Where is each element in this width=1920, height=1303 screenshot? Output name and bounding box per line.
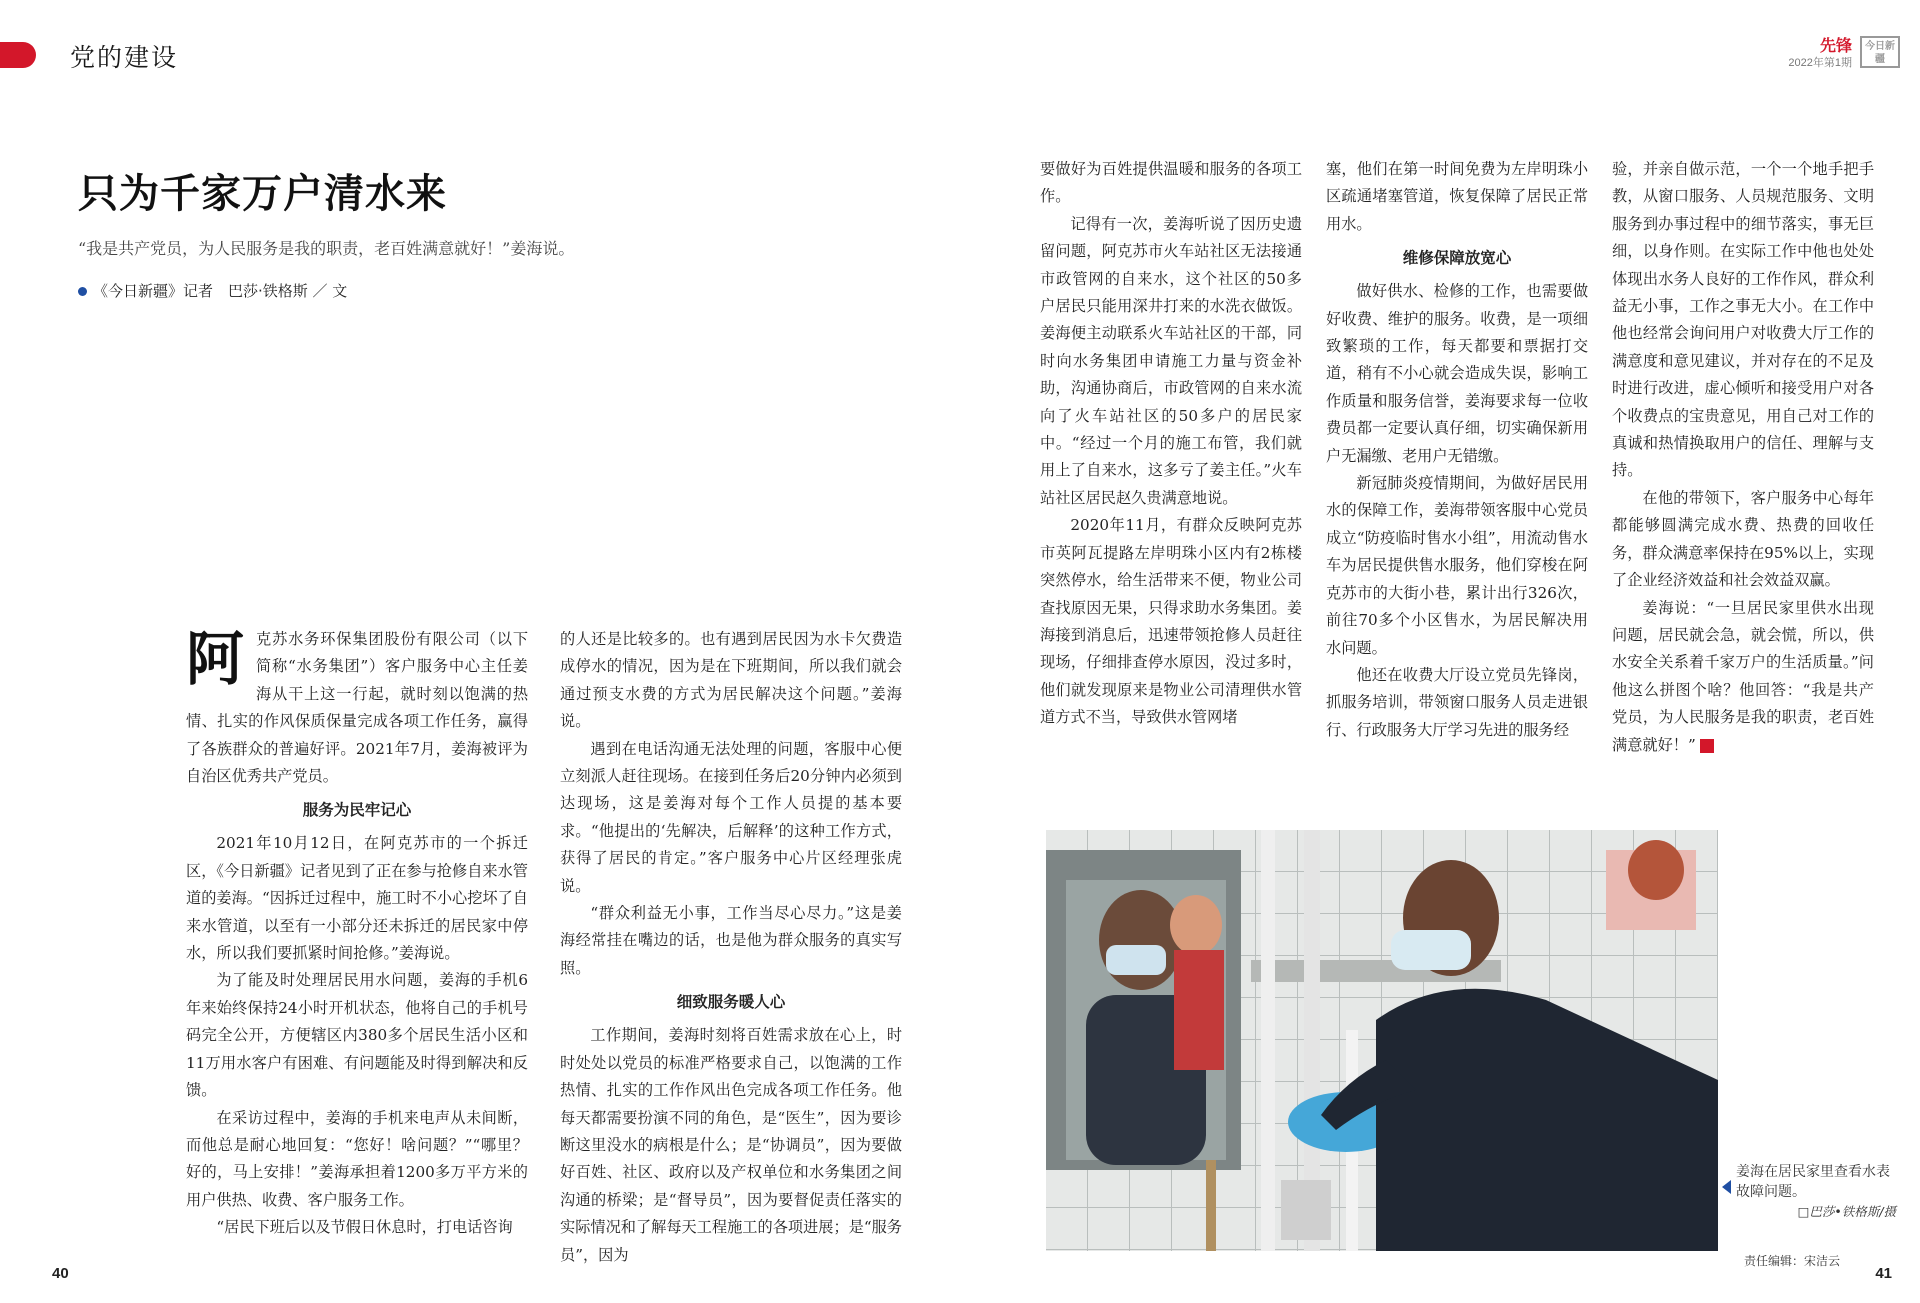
- paragraph: 塞，他们在第一时间免费为左岸明珠小区疏通堵塞管道，恢复保障了居民正常用水。: [1326, 160, 1588, 233]
- brand-name: 先锋: [1819, 38, 1852, 55]
- article-title: 只为千家万户清水来: [78, 171, 447, 217]
- paragraph: 2020年11月，有群众反映阿克苏市英阿瓦提路左岸明珠小区内有2栋楼突然停水，给生活带来不便，物业公司查找原因无果，只得求助水务集团。姜海接到消息后，迅速带领抢修人员赶往现场，仔细排查停水原因，没过多时，他们就发现原来是物业公司清理供水管道方式不当，导致供水管网堵: [1040, 516, 1302, 727]
- article-column-5: [1612, 156, 1874, 759]
- end-mark-icon: [1700, 739, 1714, 753]
- issue-label: 2022年第1期: [1788, 57, 1852, 69]
- article-column-1: [186, 626, 528, 1242]
- page-number-right: 41: [1875, 1265, 1892, 1282]
- paragraph: 在他的带领下，客户服务中心每年都能够圆满完成水费、热费的回收任务，群众满意率保持在95%以上，实现了企业经济效益和社会效益双赢。: [1612, 488, 1874, 590]
- paragraph: “居民下班后以及节假日休息时，打电话咨询: [216, 1218, 513, 1237]
- page-number-left: 40: [52, 1265, 69, 1282]
- brand-block: [1788, 38, 1852, 70]
- photo-illustration: [1046, 830, 1718, 1251]
- article-byline: [78, 280, 347, 301]
- paragraph: 姜海说：“一旦居民家里供水出现问题，居民就会急，就会慌，所以，供水安全关系着千家万户的生活质量。”问他这么拼图个啥？他回答：“我是共产党员，为人民服务是我的职责，老百姓满意就好！”: [1612, 598, 1874, 754]
- byline-bullet-icon: [78, 287, 87, 296]
- paragraph: 做好供水、检修的工作，也需要做好收费、维护的服务。收费，是一项细致繁琐的工作，每天都要和票据打交道，稍有不小心就会造成失误，影响工作质量和服务信誉，姜海要求每一位收费员都一定要认真仔细，切实确保新用户无漏缴、老用户无错缴。: [1326, 282, 1588, 465]
- paragraph: 工作期间，姜海时刻将百姓需求放在心上，时时处处以党员的标准严格要求自己，以饱满的工作热情、扎实的工作作风出色完成各项工作任务。他每天都需要扮演不同的角色，是“医生”，因为要诊断这里没水的病根是什么；是“协调员”，因为要做好百姓、社区、政府以及产权单位和水务集团之间沟通的桥梁；是“督导员”，因为要督促责任落实的实际情况和了解每天工程施工的各项进展；是“服务员”，因为: [560, 1026, 902, 1264]
- paragraph: 记得有一次，姜海听说了因历史遗留问题，阿克苏市火车站社区无法接通市政管网的自来水，这个社区的50多户居民只能用深井打来的水洗衣做饭。姜海便主动联系火车站社区的干部，同时向水务集团申请施工力量与资金补助，沟通协商后，市政管网的自来水流向了火车站社区的50多户的居民家中。“经过一个月的施工布管，我们就用上了自来水，这多亏了姜主任。”火车站社区居民赵久贵满意地说。: [1040, 214, 1302, 507]
- article-column-2: [560, 626, 902, 1269]
- article-lead: “我是共产党员，为人民服务是我的职责，老百姓满意就好！”姜海说。: [78, 239, 575, 258]
- article-column-4: [1326, 156, 1588, 744]
- paragraph: 为了能及时处理居民用水问题，姜海的手机6年来始终保持24小时开机状态，他将自己的手机号码完全公开，方便辖区内380多个居民生活小区和11万用水客户有困难、有问题能及时得到解决和反馈。: [186, 971, 528, 1100]
- paragraph: 阿克苏水务环保集团股份有限公司（以下简称“水务集团”）客户服务中心主任姜海从干上这一行起，就时刻以饱满的热情、扎实的作风保质保量完成各项工作任务，赢得了各族群众的普遍好评。2021年7月，姜海被评为自治区优秀共产党员。: [186, 625, 528, 786]
- section-tab-marker: [0, 42, 36, 68]
- subheading: 维修保障放宽心: [1402, 249, 1512, 268]
- photo-caption: [1736, 1162, 1896, 1222]
- byline-text: 《今日新疆》记者 巴莎·铁格斯 ／ 文: [93, 282, 348, 300]
- magazine-logo: 今日新疆: [1860, 36, 1900, 68]
- paragraph: “群众利益无小事，工作当尽心尽力。”这是姜海经常挂在嘴边的话，也是他为群众服务的真实写照。: [560, 904, 902, 977]
- article-photo: [1046, 830, 1718, 1251]
- section-title: 党的建设: [70, 43, 179, 72]
- paragraph: 遇到在电话沟通无法处理的问题，客服中心便立刻派人赶往现场。在接到任务后20分钟内必须到达现场，这是姜海对每个工作人员提的基本要求。“他提出的‘先解决，后解释’的这种工作方式，获得了居民的肯定。”客户服务中心片区经理张虎说。: [560, 739, 902, 895]
- subheading: 服务为民牢记心: [302, 801, 412, 820]
- paragraph: 2021年10月12日，在阿克苏市的一个拆迁区，《今日新疆》记者见到了正在参与抢修自来水管道的姜海。“因拆迁过程中，施工时不小心挖坏了自来水管道，以至有一小部分还未拆迁的居民家中停水，所以我们要抓紧时间抢修。”姜海说。: [186, 834, 528, 963]
- caption-text: 姜海在居民家里查看水表故障问题。: [1736, 1164, 1890, 1200]
- paragraph: 新冠肺炎疫情期间，为做好居民用水的保障工作，姜海带领客服中心党员成立“防疫临时售水小组”，用流动售水车为居民提供售水服务，他们穿梭在阿克苏市的大街小巷，累计出行326次，前往70多个小区售水，为居民解决用水问题。: [1326, 474, 1588, 657]
- paragraph: 在采访过程中，姜海的手机来电声从未间断，而他总是耐心地回复：“您好！啥问题？”“哪里？好的，马上安排！”姜海承担着1200多万平方米的用户供热、收费、客户服务工作。: [186, 1108, 528, 1209]
- article-column-3: [1040, 156, 1302, 732]
- caption-pointer-icon: [1722, 1180, 1731, 1194]
- paragraph: 要做好为百姓提供温暖和服务的各项工作。: [1040, 160, 1302, 206]
- photo-credit: □巴莎•铁格斯/摄: [1797, 1204, 1896, 1219]
- paragraph: 的人还是比较多的。也有遇到居民因为水卡欠费造成停水的情况，因为是在下班期间，所以我们就会通过预支水费的方式为居民解决这个问题。”姜海说。: [560, 630, 902, 731]
- drop-cap: 阿: [186, 625, 245, 693]
- editor-credit: 责任编辑：宋洁云: [1743, 1254, 1840, 1268]
- paragraph: 他还在收费大厅设立党员先锋岗，抓服务培训，带领窗口服务人员走进银行、行政服务大厅学习先进的服务经: [1326, 665, 1588, 739]
- subheading: 细致服务暖人心: [676, 993, 786, 1012]
- paragraph: 验，并亲自做示范，一个一个地手把手教，从窗口服务、人员规范服务、文明服务到办事过程中的细节落实，事无巨细，以身作则。在实际工作中他也处处体现出水务人良好的工作作风，群众利益无小事，工作之事无大小。在工作中他也经常会询问用户对收费大厅工作的满意度和意见建议，并对存在的不足及时进行改进，虚心倾听和接受用户对各个收费点的宝贵意见，用自己对工作的真诚和热情换取用户的信任、理解与支持。: [1612, 160, 1874, 480]
